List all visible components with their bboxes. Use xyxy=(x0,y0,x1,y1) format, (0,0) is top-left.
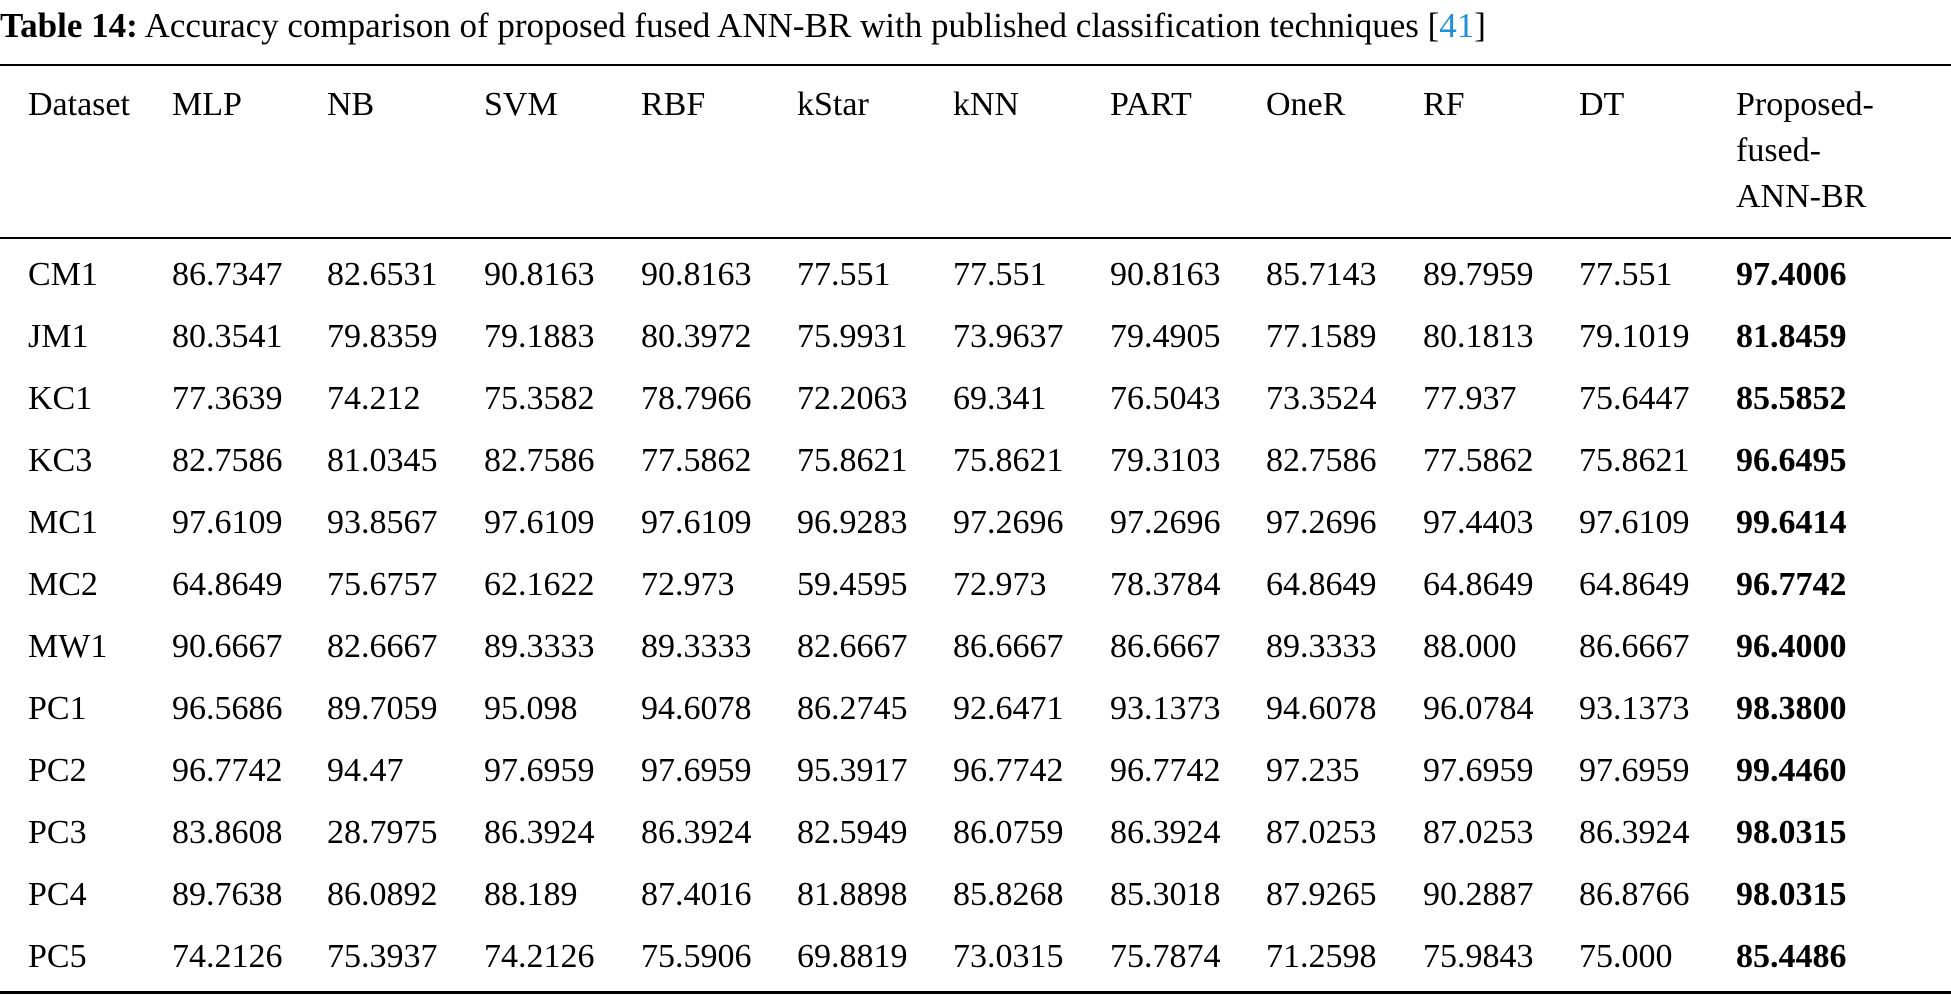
header-proposed xyxy=(1736,82,1936,220)
cell-value: 86.6667 xyxy=(1579,628,1690,665)
table-caption xyxy=(0,4,1486,48)
cell-value: 86.6667 xyxy=(1110,628,1221,665)
table-header xyxy=(0,82,1936,220)
cell-value: 82.7586 xyxy=(484,442,595,479)
cell-value: 75.3582 xyxy=(484,380,595,417)
cell-dataset: PC4 xyxy=(28,876,87,913)
cell-value: 90.8163 xyxy=(641,256,752,293)
cell-value: 72.973 xyxy=(953,566,1047,603)
cell-value: 80.3972 xyxy=(641,318,752,355)
table-row xyxy=(0,810,1936,872)
cell-dataset: PC3 xyxy=(28,814,87,851)
cell-value: 75.9931 xyxy=(797,318,908,355)
header-rbf: RBF xyxy=(641,86,706,123)
cell-value: 93.1373 xyxy=(1110,690,1221,727)
cell-value: 86.7347 xyxy=(172,256,283,293)
cell-value: 93.8567 xyxy=(327,504,438,541)
header-knn: kNN xyxy=(953,86,1020,123)
cell-value: 83.8608 xyxy=(172,814,283,851)
cell-value: 74.212 xyxy=(327,380,421,417)
cell-value: 97.2696 xyxy=(1110,504,1221,541)
cell-value: 81.8898 xyxy=(797,876,908,913)
cell-value: 86.0892 xyxy=(327,876,438,913)
cell-value: 97.235 xyxy=(1266,752,1360,789)
cell-dataset: KC1 xyxy=(28,380,93,417)
cell-value: 28.7975 xyxy=(327,814,438,851)
cell-value: 97.6959 xyxy=(641,752,752,789)
cell-value: 86.3924 xyxy=(641,814,752,851)
cell-value: 86.3924 xyxy=(484,814,595,851)
cell-value: 59.4595 xyxy=(797,566,908,603)
cell-value: 86.0759 xyxy=(953,814,1064,851)
cell-value: 74.2126 xyxy=(172,938,283,975)
cell-value: 81.0345 xyxy=(327,442,438,479)
cell-dataset: JM1 xyxy=(28,318,89,355)
cell-value: 72.973 xyxy=(641,566,735,603)
cell-value: 97.6959 xyxy=(1423,752,1534,789)
cell-value: 97.2696 xyxy=(953,504,1064,541)
table-caption-text: Accuracy comparison of proposed fused ANN-BR with published classification techniques xyxy=(144,6,1419,45)
header-svm: SVM xyxy=(484,86,558,123)
cell-dataset: KC3 xyxy=(28,442,93,479)
cell-value: 86.2745 xyxy=(797,690,908,727)
header-part: PART xyxy=(1110,86,1192,123)
cell-value: 96.5686 xyxy=(172,690,283,727)
cell-value: 76.5043 xyxy=(1110,380,1221,417)
citation-link[interactable]: 41 xyxy=(1439,6,1475,45)
table-top-rule xyxy=(0,64,1951,66)
cell-value: 97.6959 xyxy=(1579,752,1690,789)
cell-value: 64.8649 xyxy=(1579,566,1690,603)
cell-value: 77.551 xyxy=(1579,256,1673,293)
cell-value: 87.4016 xyxy=(641,876,752,913)
cell-value: 72.2063 xyxy=(797,380,908,417)
cell-value: 88.000 xyxy=(1423,628,1517,665)
cell-value: 96.7742 xyxy=(1110,752,1221,789)
cell-value: 73.9637 xyxy=(953,318,1064,355)
table-row xyxy=(0,934,1936,996)
table-row xyxy=(0,500,1936,562)
table-row xyxy=(0,314,1936,376)
cell-value: 96.7742 xyxy=(172,752,283,789)
cell-value: 75.3937 xyxy=(327,938,438,975)
table-row xyxy=(0,252,1936,314)
cell-value: 77.5862 xyxy=(641,442,752,479)
table-body xyxy=(0,252,1936,996)
cell-value: 87.0253 xyxy=(1423,814,1534,851)
cell-value: 73.3524 xyxy=(1266,380,1377,417)
cell-value: 79.4905 xyxy=(1110,318,1221,355)
cell-proposed: 96.4000 xyxy=(1736,628,1847,665)
cell-value: 89.3333 xyxy=(1266,628,1377,665)
cell-value: 73.0315 xyxy=(953,938,1064,975)
cell-value: 86.8766 xyxy=(1579,876,1690,913)
cell-value: 96.0784 xyxy=(1423,690,1534,727)
cell-value: 86.3924 xyxy=(1110,814,1221,851)
cell-value: 64.8649 xyxy=(1266,566,1377,603)
cell-value: 82.6667 xyxy=(797,628,908,665)
cell-proposed: 99.4460 xyxy=(1736,752,1847,789)
cell-value: 95.098 xyxy=(484,690,578,727)
header-dataset: Dataset xyxy=(28,86,130,123)
cell-value: 79.1019 xyxy=(1579,318,1690,355)
cell-dataset: PC1 xyxy=(28,690,87,727)
table-row xyxy=(0,748,1936,810)
cell-value: 96.9283 xyxy=(797,504,908,541)
cell-proposed: 97.4006 xyxy=(1736,256,1847,293)
cell-value: 85.8268 xyxy=(953,876,1064,913)
cell-proposed: 98.0315 xyxy=(1736,876,1847,913)
cell-value: 97.6109 xyxy=(172,504,283,541)
cell-value: 79.3103 xyxy=(1110,442,1221,479)
table-header-row xyxy=(0,82,1936,220)
cell-value: 69.341 xyxy=(953,380,1047,417)
cell-value: 75.8621 xyxy=(1579,442,1690,479)
cell-value: 89.7638 xyxy=(172,876,283,913)
cell-value: 97.6109 xyxy=(641,504,752,541)
cell-value: 95.3917 xyxy=(797,752,908,789)
cell-proposed: 96.7742 xyxy=(1736,566,1847,603)
table-row xyxy=(0,376,1936,438)
cell-value: 86.3924 xyxy=(1579,814,1690,851)
table-caption-label: Table 14: xyxy=(0,6,138,45)
cell-value: 94.47 xyxy=(327,752,404,789)
cell-value: 90.2887 xyxy=(1423,876,1534,913)
header-rf: RF xyxy=(1423,86,1465,123)
cell-value: 80.3541 xyxy=(172,318,283,355)
header-dt: DT xyxy=(1579,86,1625,123)
header-proposed-line-3: ANN-BR xyxy=(1736,178,1867,215)
cell-value: 85.3018 xyxy=(1110,876,1221,913)
cell-value: 77.551 xyxy=(953,256,1047,293)
cell-value: 97.6109 xyxy=(484,504,595,541)
cell-value: 89.7059 xyxy=(327,690,438,727)
cell-value: 75.7874 xyxy=(1110,938,1221,975)
header-proposed-line-2: fused- xyxy=(1736,132,1821,169)
cell-value: 90.8163 xyxy=(484,256,595,293)
cell-value: 97.4403 xyxy=(1423,504,1534,541)
cell-value: 97.6959 xyxy=(484,752,595,789)
cell-proposed: 96.6495 xyxy=(1736,442,1847,479)
cell-value: 80.1813 xyxy=(1423,318,1534,355)
cell-proposed: 81.8459 xyxy=(1736,318,1847,355)
cell-dataset: CM1 xyxy=(28,256,98,293)
cell-value: 77.551 xyxy=(797,256,891,293)
cell-value: 89.7959 xyxy=(1423,256,1534,293)
cell-value: 75.8621 xyxy=(797,442,908,479)
cell-value: 85.7143 xyxy=(1266,256,1377,293)
cell-value: 79.1883 xyxy=(484,318,595,355)
cell-proposed: 85.5852 xyxy=(1736,380,1847,417)
cell-value: 77.937 xyxy=(1423,380,1517,417)
cell-proposed: 85.4486 xyxy=(1736,938,1847,975)
cell-value: 94.6078 xyxy=(641,690,752,727)
cell-value: 82.6531 xyxy=(327,256,438,293)
header-nb: NB xyxy=(327,86,375,123)
cell-value: 87.9265 xyxy=(1266,876,1377,913)
table-header-rule xyxy=(0,237,1951,239)
cell-value: 90.8163 xyxy=(1110,256,1221,293)
table-caption-ref-close: ] xyxy=(1474,6,1486,45)
cell-value: 77.5862 xyxy=(1423,442,1534,479)
cell-value: 74.2126 xyxy=(484,938,595,975)
cell-dataset: MC1 xyxy=(28,504,98,541)
cell-value: 82.7586 xyxy=(1266,442,1377,479)
cell-value: 79.8359 xyxy=(327,318,438,355)
table-row xyxy=(0,438,1936,500)
cell-dataset: PC2 xyxy=(28,752,87,789)
cell-value: 69.8819 xyxy=(797,938,908,975)
table-row xyxy=(0,686,1936,748)
cell-value: 75.6757 xyxy=(327,566,438,603)
cell-value: 96.7742 xyxy=(953,752,1064,789)
cell-value: 77.1589 xyxy=(1266,318,1377,355)
cell-dataset: MC2 xyxy=(28,566,98,603)
cell-value: 82.7586 xyxy=(172,442,283,479)
header-proposed-line-1: Proposed- xyxy=(1736,86,1874,123)
cell-value: 82.5949 xyxy=(797,814,908,851)
cell-value: 97.6109 xyxy=(1579,504,1690,541)
cell-value: 78.3784 xyxy=(1110,566,1221,603)
cell-dataset: PC5 xyxy=(28,938,87,975)
cell-proposed: 98.3800 xyxy=(1736,690,1847,727)
table-row xyxy=(0,562,1936,624)
cell-value: 88.189 xyxy=(484,876,578,913)
cell-value: 75.5906 xyxy=(641,938,752,975)
cell-value: 75.9843 xyxy=(1423,938,1534,975)
cell-value: 97.2696 xyxy=(1266,504,1377,541)
cell-value: 78.7966 xyxy=(641,380,752,417)
header-oner: OneR xyxy=(1266,86,1346,123)
table-row xyxy=(0,872,1936,934)
table-row xyxy=(0,624,1936,686)
cell-value: 75.6447 xyxy=(1579,380,1690,417)
table-bottom-rule xyxy=(0,991,1951,994)
table-caption-ref-open: [ xyxy=(1427,6,1440,45)
cell-value: 82.6667 xyxy=(327,628,438,665)
cell-value: 75.8621 xyxy=(953,442,1064,479)
cell-proposed: 99.6414 xyxy=(1736,504,1847,541)
cell-value: 90.6667 xyxy=(172,628,283,665)
cell-value: 75.000 xyxy=(1579,938,1673,975)
cell-value: 62.1622 xyxy=(484,566,595,603)
cell-value: 64.8649 xyxy=(172,566,283,603)
header-kstar: kStar xyxy=(797,86,869,123)
cell-value: 89.3333 xyxy=(484,628,595,665)
cell-value: 94.6078 xyxy=(1266,690,1377,727)
cell-value: 92.6471 xyxy=(953,690,1064,727)
cell-proposed: 98.0315 xyxy=(1736,814,1847,851)
cell-dataset: MW1 xyxy=(28,628,108,665)
cell-value: 77.3639 xyxy=(172,380,283,417)
cell-value: 64.8649 xyxy=(1423,566,1534,603)
cell-value: 89.3333 xyxy=(641,628,752,665)
cell-value: 87.0253 xyxy=(1266,814,1377,851)
header-mlp: MLP xyxy=(172,86,242,123)
cell-value: 86.6667 xyxy=(953,628,1064,665)
cell-value: 93.1373 xyxy=(1579,690,1690,727)
cell-value: 71.2598 xyxy=(1266,938,1377,975)
